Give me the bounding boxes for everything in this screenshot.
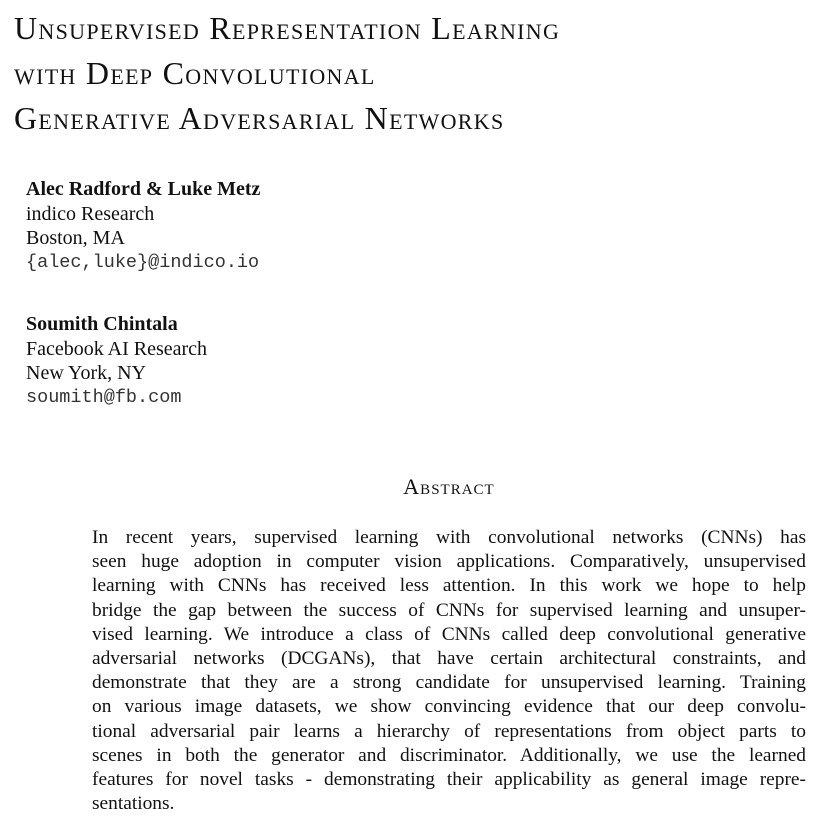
author-location: New York, NY — [26, 362, 147, 384]
abstract-line: features for novel tasks - demonstrating their applicability as general image repre- — [92, 769, 806, 791]
author-location: Boston, MA — [26, 227, 125, 249]
abstract-line: adversarial networks (DCGANs), that have certain architectural constraints, and — [92, 648, 806, 670]
abstract-line: seen huge adoption in computer vision applications. Comparatively, unsupervised — [92, 551, 806, 573]
abstract-line: scenes in both the generator and discriminator. Additionally, we use the learned — [92, 744, 806, 766]
title-line: with Deep Convolutional — [14, 55, 376, 91]
author-block — [26, 177, 260, 275]
author-names: Soumith Chintala — [26, 313, 178, 335]
abstract-line: bridge the gap between the success of CNNs for supervised learning and unsuper- — [92, 599, 806, 621]
author-email: {alec,luke}@indico.io — [26, 251, 260, 273]
author-affiliation: Facebook AI Research — [26, 337, 208, 360]
author-block — [26, 312, 207, 410]
paper-title — [14, 6, 560, 141]
abstract-line: learning with CNNs has received less attention. In this work we hope to help — [92, 575, 806, 597]
abstract-line: on various image datasets, we show convincing evidence that our deep convolu- — [92, 696, 806, 718]
title-line: Generative Adversarial Networks — [14, 100, 505, 136]
author-email: soumith@fb.com — [26, 386, 182, 408]
abstract-line: demonstrate that they are a strong candidate for unsupervised learning. Training — [92, 672, 806, 694]
abstract-line: tional adversarial pair learns a hierarchy of representations from object parts to — [92, 720, 806, 742]
abstract-line: sentations. — [92, 793, 175, 815]
abstract-line: vised learning. We introduce a class of CNNs called deep convolutional generative — [92, 623, 806, 645]
abstract-heading: Abstract — [403, 474, 495, 499]
abstract-line: In recent years, supervised learning with convolutional networks (CNNs) has — [92, 527, 806, 548]
author-names: Alec Radford & Luke Metz — [26, 178, 261, 200]
author-affiliation: indico Research — [26, 202, 155, 225]
title-line: Unsupervised Representation Learning — [14, 10, 561, 46]
abstract-body — [92, 526, 806, 816]
